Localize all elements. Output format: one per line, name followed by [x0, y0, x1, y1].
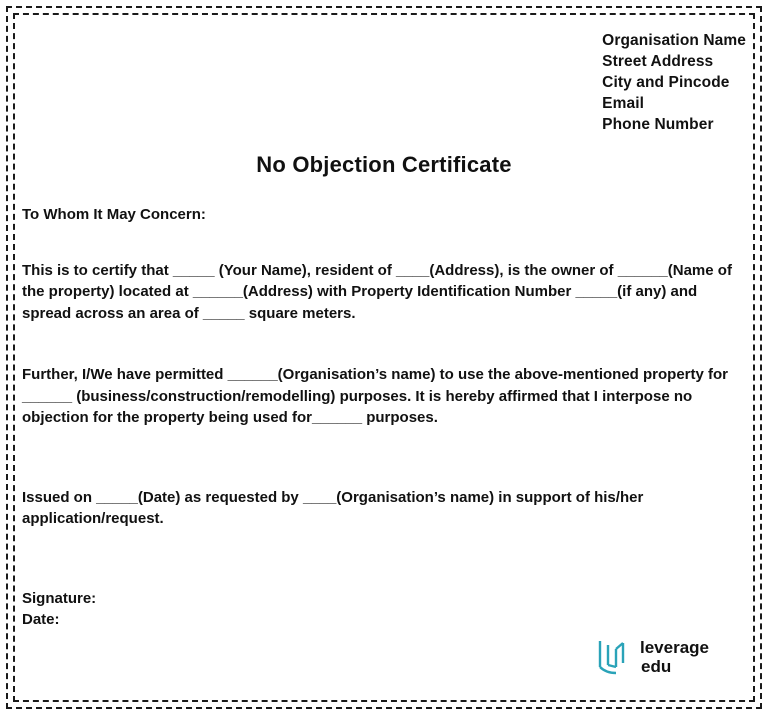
- logo-text-line-2: edu: [641, 657, 672, 676]
- leverage-edu-logo: [594, 631, 744, 685]
- document-body: [22, 204, 732, 631]
- leverage-edu-logo-icon: [594, 637, 634, 677]
- signature-label: Signature:: [22, 589, 97, 607]
- paragraph-permission: Further, I/We have permitted ______(Organisation’s name) to use the above-mentioned property for ______ (business/construction/remodelling) purposes. It is hereby affirmed that I interpose no objection for the property being used for______ purposes.: [22, 366, 728, 426]
- spacer: [22, 530, 732, 588]
- spacer: [22, 429, 732, 487]
- spacer: [22, 226, 732, 260]
- date-label: Date:: [22, 611, 60, 628]
- paragraph-issued: Issued on _____(Date) as requested by ____(Organisation’s name) in support of his/her application/request.: [22, 488, 644, 527]
- paragraph-ownership: This is to certify that _____ (Your Name), resident of ____(Address), is the owner of ______(Name of the property) located at ______(Address) with Property Identification Number _____(if any) and spread across an area of _____ square meters.: [22, 261, 732, 322]
- spacer: [22, 324, 732, 364]
- phone-number: Phone Number: [602, 116, 714, 133]
- city-and-pincode: City and Pincode: [602, 74, 730, 91]
- salutation: To Whom It May Concern:: [22, 206, 206, 223]
- street-address: Street Address: [602, 53, 714, 70]
- email: Email: [602, 95, 645, 112]
- organisation-details-block: [602, 30, 746, 135]
- logo-wordmark: [640, 638, 709, 676]
- logo-text-line-1: leverage: [640, 638, 709, 657]
- document-content: [22, 22, 746, 693]
- organisation-name: Organisation Name: [602, 32, 746, 49]
- page-title: No Objection Certificate: [256, 152, 512, 177]
